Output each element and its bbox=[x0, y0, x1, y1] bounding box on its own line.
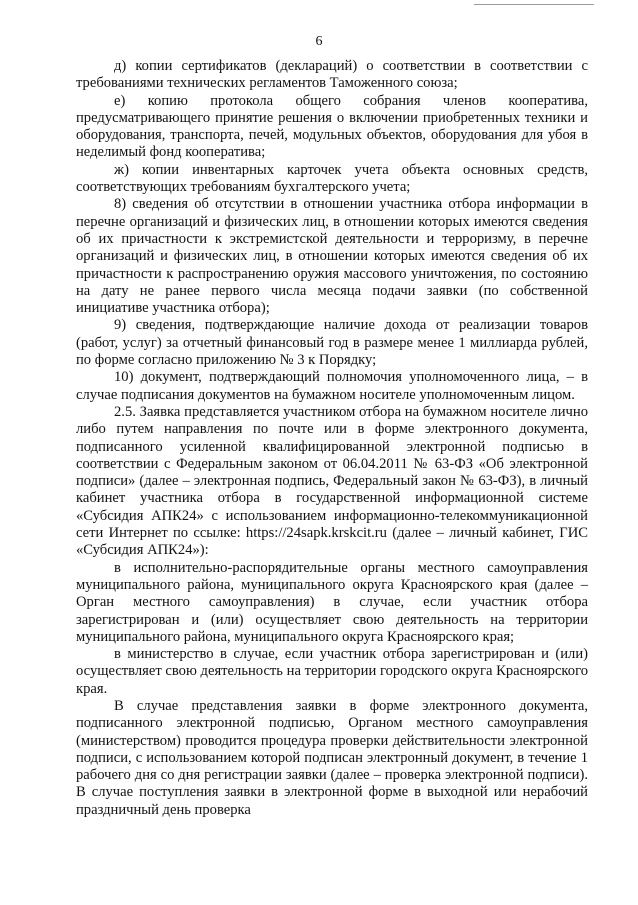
page-number: 6 bbox=[315, 34, 323, 49]
paragraph-10-authority-document: 10) документ, подтверждающий полномочия уполномоченного лица, – в случае подписания документов на бумажном носителе уполномоченным лицом. bbox=[76, 369, 588, 403]
paragraph-9-income-info: 9) сведения, подтверждающие наличие дохода от реализации товаров (работ, услуг) за отчетный финансовый год в размере менее 1 миллиарда рублей, по форме согласно приложению № 3 к Порядку; bbox=[76, 317, 588, 369]
paragraph-electronic-signature-check: В случае представления заявки в форме электронного документа, подписанного электронной подписью, Органом местного самоуправления (министерством) проводится процедура проверки действительности электронной подписи, с использованием которой подписан электронный документ, в течение 1 рабочего дня со дня регистрации заявки (далее – проверка электронной подписи). В случае поступления заявки в электронной форме в выходной или нерабочий праздничный день проверка bbox=[76, 697, 588, 818]
paragraph-8-extremism-info: 8) сведения об отсутствии в отношении участника отбора информации в перечне организаций и физических лиц, в отношении которых имеются сведения об их причастности к экстремистской деятельности и терроризму, в перечне организаций и физических лиц, в отношении которых имеются сведения об их причастности к распространению оружия массового уничтожения, по состоянию на дату не ранее первого числа месяца подачи заявки (по собственной инициативе участника отбора); bbox=[76, 196, 588, 317]
paragraph-2-5-application: 2.5. Заявка представляется участником отбора на бумажном носителе лично либо путем направления по почте или в форме электронного документа, подписанного усиленной квалифицированной электронной подписью в соответствии с Федеральным законом от 06.04.2011 № 63-ФЗ «Об электронной подписи» (далее – электронная подпись, Федеральный закон № 63-ФЗ), в личный кабинет участника отбора в государственной информационной системе «Субсидия АПК24» с использованием информационно-телекоммуникационной сети Интернет по ссылке: https://24sapk.krskcit.ru (далее – личный кабинет, ГИС «Субсидия АПК24»): bbox=[76, 403, 588, 559]
paragraph-d-certificates: д) копии сертификатов (деклараций) о соответствии в соответствии с требованиями технических регламентов Таможенного союза; bbox=[76, 58, 588, 92]
page-body bbox=[76, 58, 588, 819]
scan-edge-mark bbox=[474, 4, 594, 5]
paragraph-local-government: в исполнительно-распорядительные органы местного самоуправления муниципального района, муниципального округа Красноярского края (далее – Орган местного самоуправления) в случае, если участник отбора зарегистрирован и (или) осуществляет свою деятельность на территории муниципального района, муниципального округа Красноярского края; bbox=[76, 559, 588, 645]
paragraph-e-meeting-protocol: е) копию протокола общего собрания членов кооператива, предусматривающего принятие решения о включении приобретенных техники и оборудования, транспорта, печей, модульных объектов, оборудования для убоя в неделимый фонд кооператива; bbox=[76, 92, 588, 161]
paragraph-ministry: в министерство в случае, если участник отбора зарегистрирован и (или) осуществляет свою деятельность на территории городского округа Красноярского края. bbox=[76, 646, 588, 697]
paragraph-zh-inventory-cards: ж) копии инвентарных карточек учета объекта основных средств, соответствующих требованиям бухгалтерского учета; bbox=[76, 161, 588, 196]
